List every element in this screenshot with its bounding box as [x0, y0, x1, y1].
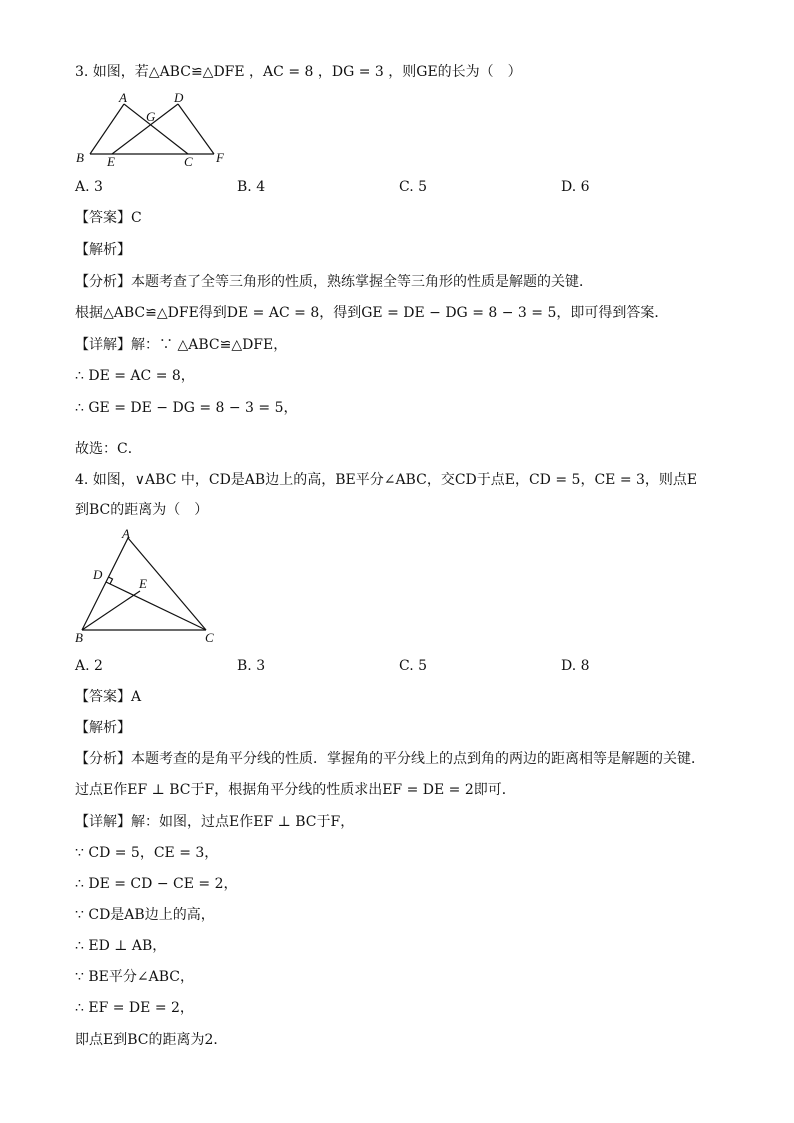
q3-detail: 【详解】解：∵ △ABC≌△DFE，	[75, 337, 288, 353]
segment-AC	[124, 104, 188, 154]
q3-step-2: ∴ GE = DE − DG = 8 − 3 = 5，	[75, 400, 298, 416]
label-C: C	[184, 154, 193, 169]
label-E: E	[139, 576, 147, 591]
q3-analysis-heading: 【解析】	[75, 242, 131, 258]
q3-analysis-2: 根据△ABC≌△DFE得到DE = AC = 8，得到GE = DE − DG = 8 − 3 = 5，即可得到答案．	[75, 305, 669, 321]
q4-step-5: ∵ BE平分∠ABC，	[75, 969, 194, 985]
q4-analysis-heading: 【解析】	[75, 720, 131, 736]
q4-option-d[interactable]: D. 8	[561, 658, 590, 674]
q3-option-c[interactable]: C. 5	[399, 179, 428, 195]
q4-detail: 【详解】解：如图，过点E作EF ⊥ BC于F，	[75, 814, 355, 830]
q4-analysis: 【分析】本题考查的是角平分线的性质．掌握角的平分线上的点到角的两边的距离相等是解题的关键．	[75, 751, 705, 767]
label-C: C	[205, 630, 214, 645]
q4-option-b[interactable]: B. 3	[237, 658, 266, 674]
label-D: D	[174, 90, 184, 105]
q3-analysis: 【分析】本题考查了全等三角形的性质，熟练掌握全等三角形的性质是解题的关键．	[75, 274, 593, 290]
q4-step-1: ∵ CD = 5，CE = 3，	[75, 845, 219, 861]
label-B: B	[76, 150, 84, 165]
q3-option-a[interactable]: A. 3	[75, 179, 103, 195]
q3-stem: 3. 如图，若△ABC≌△DFE ，AC = 8 ，DG = 3 ，则GE的长为（ ）	[75, 64, 522, 80]
segment-BE	[82, 591, 140, 630]
segment-DE	[112, 104, 178, 154]
q4-step-4: ∴ ED ⊥ AB，	[75, 938, 167, 954]
q3-step-1: ∴ DE = AC = 8，	[75, 368, 195, 384]
segment-AB	[90, 104, 124, 154]
q4-conclusion: 即点E到BC的距离为2．	[75, 1032, 228, 1048]
segment-DF	[178, 104, 214, 154]
label-F: F	[216, 150, 224, 165]
label-E: E	[107, 154, 115, 169]
q3-figure	[72, 88, 242, 172]
q4-step-2: ∴ DE = CD − CE = 2，	[75, 876, 238, 892]
q4-option-a[interactable]: A. 2	[75, 658, 103, 674]
label-A: A	[119, 90, 127, 105]
segment-CD	[106, 582, 206, 630]
q3-option-d[interactable]: D. 6	[561, 179, 590, 195]
q4-stem-line-1: 4. 如图，∨ABC 中，CD是AB边上的高，BE平分∠ABC，交CD于点E，CD = 5，CE = 3，则点E	[75, 472, 698, 488]
label-D: D	[93, 567, 103, 582]
label-B: B	[75, 630, 83, 645]
q4-analysis-2: 过点E作EF ⊥ BC于F，根据角平分线的性质求出EF = DE = 2即可．	[75, 782, 516, 798]
q3-conclusion: 故选：C．	[75, 441, 142, 457]
label-A: A	[122, 526, 130, 541]
q4-figure	[72, 526, 232, 650]
q3-answer: 【答案】C	[75, 210, 142, 226]
q4-option-c[interactable]: C. 5	[399, 658, 428, 674]
q4-stem-line-2: 到BC的距离为（ ）	[75, 502, 209, 518]
q4-answer: 【答案】A	[75, 689, 142, 705]
label-G: G	[146, 109, 156, 124]
q4-step-3: ∵ CD是AB边上的高，	[75, 907, 215, 923]
q3-option-b[interactable]: B. 4	[237, 179, 266, 195]
q4-step-6: ∴ EF = DE = 2，	[75, 1000, 194, 1016]
segment-AB	[82, 538, 128, 630]
